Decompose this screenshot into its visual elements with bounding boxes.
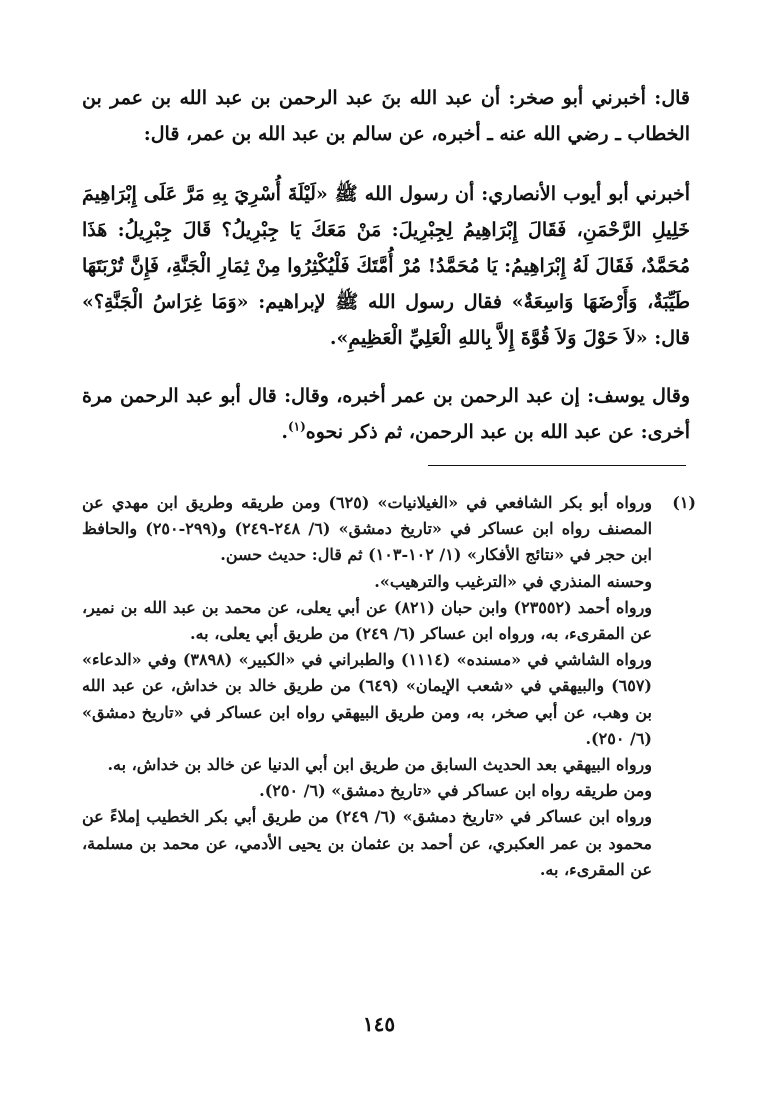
footnote-marker: (١) (672, 493, 696, 512)
footnote-paragraph: ورواه البيهقي بعد الحديث السابق من طريق ابن أبي الدنيا عن خالد بن خداش، به. (107, 755, 652, 775)
hadith-intro: أخبرني أبو أيوب الأنصاري: أن رسول الله ﷺ (334, 183, 691, 205)
footnote-separator (428, 465, 686, 466)
footnote-body (82, 490, 652, 883)
main-paragraph-3 (82, 378, 690, 450)
hadith-quote-3: «لاَ حَوْلَ وَلاَ قُوَّةَ إِلاَّ بِاللهِ الْعَلِيِّ الْعَظِيمِ». (329, 327, 648, 349)
footnote-paragraph: ومن طريقه رواه ابن عساكر في «تاريخ دمشق» (٦/ ٢٥٠). (259, 781, 652, 801)
footnote-paragraph: ورواه ابن عساكر في «تاريخ دمشق» (٦/ ٢٤٩) من طريق أبي بكر الخطيب إملاءً عن محمود بن عمر العكبري، عن أحمد بن عثمان بن يحيى الأدمي، عن محمد بن مسلمة، عن المقرىء، به. (82, 807, 652, 879)
main-paragraph-2 (82, 176, 690, 356)
footnote-paragraph: ورواه أحمد (٢٣٥٥٢) وابن حبان (٨٢١) عن أبي يعلى، عن محمد بن عبد الله بن نمير، عن المقرىء، به، ورواه ابن عساكر (٦/ ٢٤٩) من طريق أبي يعلى، به. (82, 597, 653, 644)
footnote-paragraph: ورواه الشاشي في «مسنده» (١١١٤) والطبراني في «الكبير» (٣٨٩٨) وفي «الدعاء» (٦٥٧) والبيهقي في «شعب الإيمان» (٦٤٩) من طريق خالد بن خداش، عن عبد الله بن وهب، عن أبي صخر، به، ومن طريق البيهقي رواه ابن عساكر في «تاريخ دمشق» (٦/ ٢٥٠). (82, 650, 653, 748)
footnotes-section (82, 490, 696, 883)
page-number: ١٤٥ (362, 1012, 396, 1036)
variant-chain-text: وقال يوسف: إن عبد الرحمن بن عمر أخبره، وقال: قال أبو عبد الرحمن مرة أخرى: عن عبد الله بن عبد الرحمن، ثم ذكر نحوه (82, 385, 690, 443)
footnote-1 (82, 490, 696, 883)
hadith-mid: فقال رسول الله ﷺ لإبراهيم: (258, 291, 502, 313)
hadith-quote-2: «وَمَا غِرَاسُ الْجَنَّةِ؟» (82, 291, 249, 313)
hadith-mid-2: قال: (654, 327, 690, 349)
footnote-paragraph: ورواه أبو بكر الشافعي في «الغيلانيات» (٦٢٥) ومن طريقه وطريق ابن مهدي عن المصنف رواه ابن عساكر في «تاريخ دمشق» (٦/ ٢٤٨-٢٤٩) و(٢٩٩-٢٥٠) والحافظ ابن حجر في «نتائج الأفكار» (١/ ١٠٢-١٠٣) ثم قال: حديث حسن. (82, 493, 653, 565)
footnote-reference[interactable]: (١) (287, 419, 306, 434)
hadith-quote-1: «لَيْلَةَ أُسْرِيَ بِهِ مَرَّ عَلَى إِبْرَاهِيمَ خَلِيلِ الرَّحْمَنِ، فَقَالَ إِبْرَاهِيمُ لِجِبْرِيلَ: مَنْ مَعَكَ يَا جِبْرِيلُ؟ قَالَ جِبْرِيلُ: هَذَا مُحَمَّدٌ، فَقَالَ لَهُ إِبْرَاهِيمُ: يَا مُحَمَّدُ! مُرْ أُمَّتَكَ فَلْيُكْثِرُوا مِنْ ثِمَارِ الْجَنَّةِ، فَإِنَّ تُرْبَتَهَا طَيِّبَةٌ، وَأَرْضَهَا وَاسِعَةٌ» (82, 183, 690, 313)
paragraph-end: . (281, 421, 288, 443)
isnad-text: قال: أخبرني أبو صخر: أن عبد الله بنَ عبد الرحمن بن عبد الله بن عمر بن الخطاب ـ رضي الله عنه ـ أخبره، عن سالم بن عبد الله بن عمر، قال: (82, 87, 690, 145)
footnote-paragraph: وحسنه المنذري في «الترغيب والترهيب». (374, 571, 652, 591)
main-paragraph-1 (82, 80, 690, 152)
